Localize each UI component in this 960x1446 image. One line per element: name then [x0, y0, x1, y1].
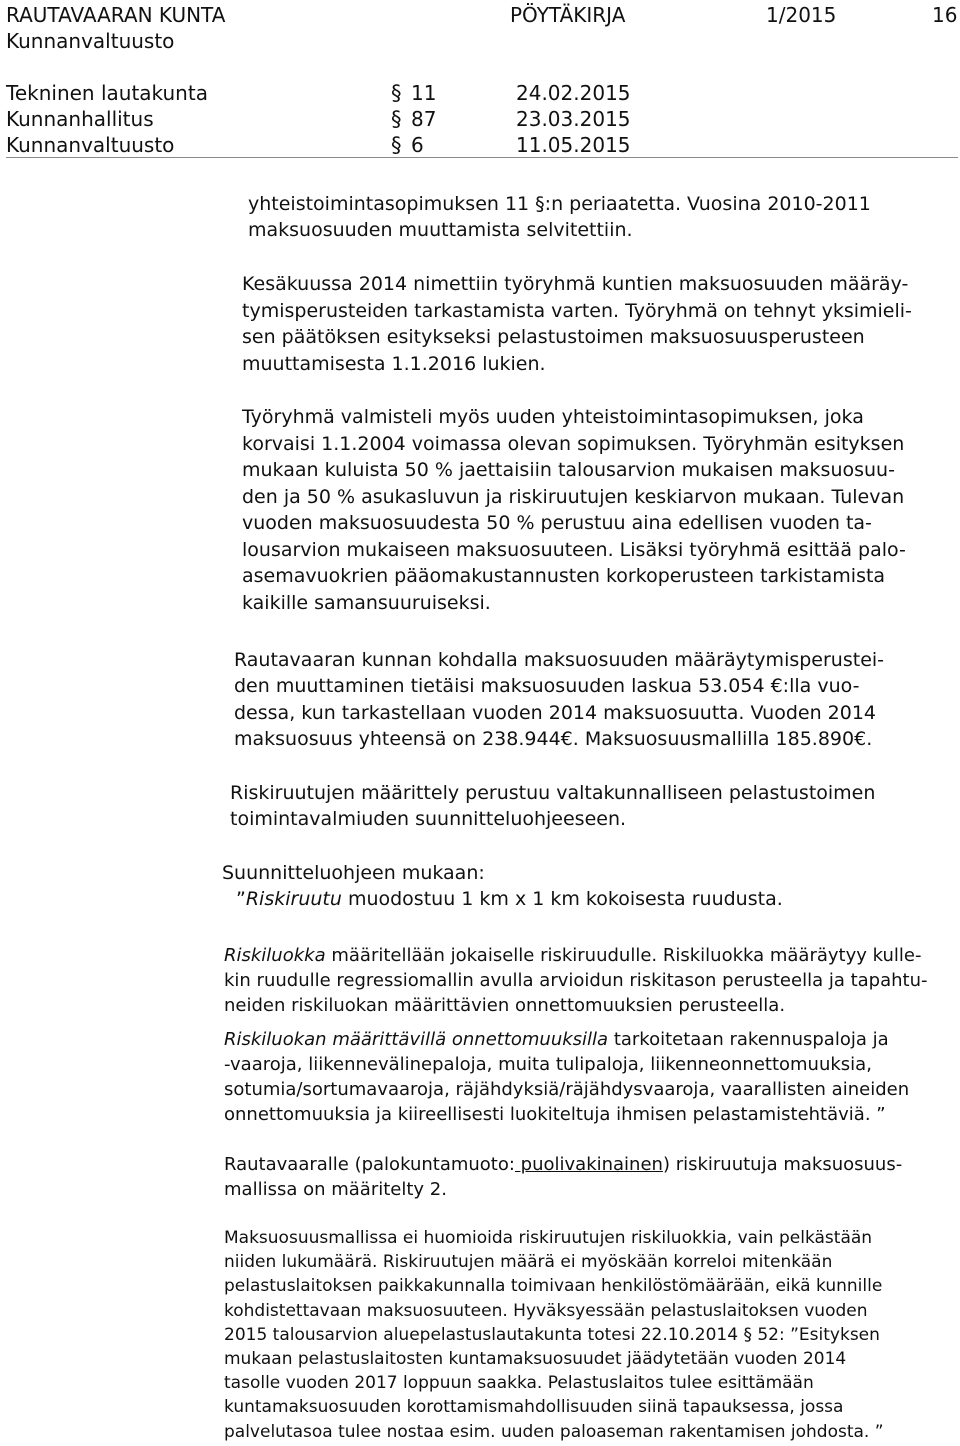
paragraph-risk-squares — [230, 780, 875, 832]
text-line: dessa, kun tarkastellaan vuoden 2014 maksuosuutta. Vuoden 2014 — [234, 701, 877, 724]
brigade-type-underlined: puolivakinainen — [514, 1154, 663, 1175]
header-divider — [6, 157, 958, 158]
paragraph-brigade-type — [224, 1152, 902, 1202]
paragraph-rautavaara-share — [234, 647, 884, 753]
text-line: -vaaroja, liikennevälinepaloja, muita tulipaloja, liikenneonnettomuuksia, — [224, 1054, 872, 1075]
text-line — [224, 1027, 909, 1052]
text-line: vuoden maksuosuudesta 50 % perustuu aina edellisen vuoden ta- — [242, 512, 872, 534]
text-line: onnettomuuksia ja kiireellisesti luokiteltuja ihmisen pelastamistehtäviä. ” — [224, 1104, 886, 1125]
text-line: niiden lukumäärä. Riskiruutujen määrä ei myöskään korreloi mitenkään — [224, 1252, 833, 1273]
section-mark: § — [391, 107, 402, 131]
text-line — [224, 1152, 902, 1177]
text-line: asemavuokrien pääomakustannusten korkoperusteen tarkistamista — [242, 565, 886, 587]
document-type: PÖYTÄKIRJA — [510, 3, 626, 27]
text-line: den muuttaminen tietäisi maksuosuuden laskua 53.054 €:lla vuo- — [234, 675, 860, 698]
text-line: kaikille samansuuruiseksi. — [242, 591, 491, 614]
text-fragment: määritellään jokaiselle riskiruudulle. Riskiluokka määräytyy kulle- — [325, 945, 922, 966]
text-line — [224, 943, 928, 968]
term-riskiruutu: Riskiruutu — [245, 888, 342, 910]
document-number: 1/2015 — [766, 3, 837, 27]
reference-date: 23.03.2015 — [516, 107, 631, 131]
text-line: 2015 talousarvion aluepelastuslautakunta totesi 22.10.2014 § 52: ”Esityksen — [224, 1324, 880, 1345]
paragraph-accidents — [224, 1027, 909, 1127]
reference-date: 11.05.2015 — [516, 133, 631, 157]
text-line: tasolle vuoden 2017 loppuun saakka. Pelastuslaitos tulee esittämään — [224, 1373, 814, 1394]
paragraph-risk-class — [224, 943, 928, 1018]
section-mark: § — [391, 81, 402, 105]
text-line: Riskiruutujen määrittely perustuu valtakunnalliseen pelastustoimen — [230, 782, 876, 804]
paragraph-agreement — [248, 191, 871, 243]
text-line: sotumia/sortumavaaroja, räjähdyksiä/räjähdysvaaroja, vaarallisten aineiden — [224, 1079, 910, 1100]
text-line: neiden riskiluokan määrittävien onnettomuuksien perusteella. — [224, 995, 786, 1016]
reference-body: Kunnanvaltuusto — [6, 133, 175, 157]
text-line: maksuosuuden muuttamista selvitettiin. — [248, 219, 633, 241]
term-riskiluokka: Riskiluokka — [224, 945, 326, 966]
reference-row — [6, 106, 956, 133]
text-line: korvaisi 1.1.2004 voimassa olevan sopimuksen. Työryhmän esityksen — [242, 432, 905, 455]
reference-number: 11 — [411, 81, 437, 105]
text-line: toimintavalmiuden suunnitteluohjeeseen. — [230, 808, 627, 830]
text-line: mallissa on määritelty 2. — [224, 1179, 447, 1200]
reference-row — [6, 132, 956, 159]
text-line: kin ruudulle regressiomallin avulla arvioidun riskitason perusteella ja tapahtu- — [224, 970, 928, 991]
reference-number: 87 — [411, 107, 437, 131]
text-line: Suunnitteluohjeen mukaan: — [222, 862, 485, 884]
page-number: 16 — [932, 3, 958, 27]
text-line: mukaan kuluista 50 % jaettaisiin talousarvion mukaisen maksuosuu- — [242, 459, 895, 481]
text-line: Kesäkuussa 2014 nimettiin työryhmä kuntien maksuosuuden määräy- — [242, 273, 909, 295]
quote-text: muodostuu 1 km x 1 km kokoisesta ruudusta. — [341, 888, 783, 910]
text-line: sen päätöksen esitykseksi pelastustoimen maksuosuusperusteen — [242, 326, 865, 348]
paragraph-share-model — [224, 1226, 884, 1444]
quote-mark: ” — [236, 888, 246, 910]
reference-body: Kunnanhallitus — [6, 107, 154, 131]
text-fragment: Rautavaaralle (palokuntamuoto: — [224, 1154, 515, 1175]
text-line: pelastuslaitoksen paikkakunnalla toimivaan henkilöstömäärään, eikä kunnille — [224, 1276, 883, 1297]
text-line: den ja 50 % asukasluvun ja riskiruutujen keskiarvon mukaan. Tulevan — [242, 485, 905, 508]
text-line: kohdistettavaan maksuosuuteen. Hyväksyessään pelastuslaitoksen vuoden — [224, 1300, 868, 1321]
section-mark: § — [391, 133, 402, 157]
reference-body: Tekninen lautakunta — [6, 81, 208, 105]
text-line: muuttamisesta 1.1.2016 lukien. — [242, 352, 546, 375]
reference-date: 24.02.2015 — [516, 81, 631, 105]
reference-number: 6 — [411, 133, 424, 157]
organization-name: RAUTAVAARAN KUNTA — [6, 3, 226, 27]
text-line: kuntamaksuosuuden korottamismahdollisuuden siinä tapauksessa, jossa — [224, 1397, 844, 1418]
paragraph-new-agreement — [242, 404, 906, 616]
term-accidents: Riskiluokan määrittävillä onnettomuuksilla — [224, 1029, 609, 1050]
text-line: palvelutasoa tulee nostaa esim. uuden paloaseman rakentamisen johdosta. ” — [224, 1421, 884, 1442]
text-line: mukaan pelastuslaitosten kuntamaksuosuudet jäädytetään vuoden 2014 — [224, 1349, 847, 1370]
reference-row — [6, 80, 956, 107]
guideline-quote — [236, 886, 783, 912]
paragraph-guideline-heading — [222, 860, 485, 886]
text-line: tymisperusteiden tarkastamista varten. Työryhmä on tehnyt yksimieli- — [242, 299, 912, 322]
text-line: lousarvion mukaiseen maksuosuuteen. Lisäksi työryhmä esittää palo- — [242, 538, 906, 561]
text-fragment: tarkoitetaan rakennuspaloja ja — [608, 1029, 889, 1050]
text-line: Työryhmä valmisteli myös uuden yhteistoimintasopimuksen, joka — [242, 406, 864, 428]
text-line: Rautavaaran kunnan kohdalla maksuosuuden määräytymisperustei- — [234, 649, 885, 671]
meeting-body: Kunnanvaltuusto — [6, 29, 175, 53]
text-line: maksuosuus yhteensä on 238.944€. Maksuosuusmallilla 185.890€. — [234, 728, 873, 751]
text-line: Maksuosuusmallissa ei huomioida riskiruutujen riskiluokkia, vain pelkästään — [224, 1228, 873, 1248]
paragraph-working-group — [242, 271, 912, 377]
text-fragment: ) riskiruutuja maksuosuus- — [662, 1154, 903, 1175]
text-line: yhteistoimintasopimuksen 11 §:n periaatetta. Vuosina 2010-2011 — [248, 193, 871, 215]
